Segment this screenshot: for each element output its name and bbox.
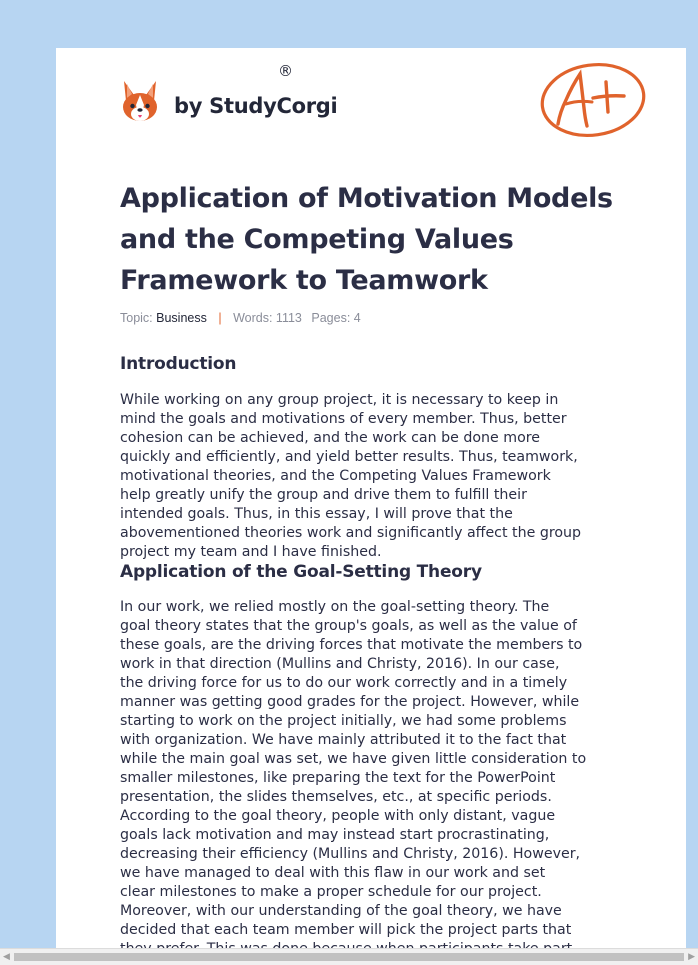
paragraph-line: motivational theories, and the Competing Values Framework [120, 468, 551, 484]
horizontal-scrollbar[interactable] [0, 948, 698, 965]
document-page [56, 48, 686, 964]
paragraph-line: decreasing their efficiency (Mullins and Christy, 2016). However, [120, 846, 581, 862]
topic-link[interactable]: Business [156, 311, 207, 325]
paragraph-line: with organization. We have mainly attributed it to the fact that [120, 732, 567, 748]
page-count: Pages: 4 [311, 311, 361, 325]
brand-name: by StudyCorgi [174, 94, 338, 118]
paragraph-line: mind the goals and motivations of every member. Thus, better [120, 411, 567, 427]
paragraph-line: manner was getting good grades for the project. However, while [120, 694, 580, 710]
introduction-paragraph [120, 391, 634, 562]
paragraph-line: goals lack motivation and may instead start procrastinating, [120, 827, 550, 843]
paragraph-line: cohesion can be achieved, and the work can be done more [120, 430, 541, 446]
a-plus-grade-badge [538, 60, 648, 140]
paragraph-line: goal theory states that the group's goals, as well as the value of [120, 618, 577, 634]
scroll-left-icon[interactable]: ◀ [3, 952, 10, 962]
paragraph-line: the driving force for us to do our work correctly and in a timely [120, 675, 568, 691]
title-line: Application of Motivation Models [120, 183, 613, 214]
document-title [120, 178, 640, 301]
paragraph-line: decided that each team member will pick the project parts that [120, 922, 572, 938]
section-heading-goal-setting: Application of the Goal-Setting Theory [120, 562, 482, 582]
registered-mark: ® [278, 62, 293, 80]
goal-setting-paragraph [120, 598, 634, 959]
paragraph-line: project my team and I have finished. [120, 544, 382, 560]
meta-separator: | [218, 311, 222, 325]
paragraph-line: clear milestones to make a proper schedule for our project. [120, 884, 542, 900]
paragraph-line: quickly and efficiently, and yield better results. Thus, teamwork, [120, 449, 578, 465]
paragraph-line: Moreover, with our understanding of the goal theory, we have [120, 903, 562, 919]
scroll-right-icon[interactable]: ▶ [688, 952, 695, 962]
scrollbar-thumb[interactable] [14, 953, 684, 961]
section-heading-introduction: Introduction [120, 354, 237, 374]
paragraph-line: In our work, we relied mostly on the goal-setting theory. The [120, 599, 550, 615]
corgi-icon [120, 79, 160, 123]
paragraph-line: While working on any group project, it is necessary to keep in [120, 392, 559, 408]
paragraph-line: these goals, are the driving forces that motivate the members to [120, 637, 583, 653]
paragraph-line: while the main goal was set, we have given little consideration to [120, 751, 587, 767]
paragraph-line: smaller milestones, like preparing the text for the PowerPoint [120, 770, 556, 786]
paragraph-line: intended goals. Thus, in this essay, I will prove that the [120, 506, 513, 522]
paragraph-line: work in that direction (Mullins and Christy, 2016). In our case, [120, 656, 560, 672]
studycorgi-logo[interactable] [120, 76, 337, 126]
word-count: Words: 1113 [233, 311, 302, 325]
topic-label: Topic: [120, 311, 153, 325]
title-line: Framework to Teamwork [120, 265, 488, 296]
paragraph-line: presentation, the slides themselves, etc., at specific periods. [120, 789, 552, 805]
paragraph-line: starting to work on the project initially, we had some problems [120, 713, 567, 729]
document-meta [120, 311, 361, 325]
paragraph-line: abovementioned theories work and significantly affect the group [120, 525, 582, 541]
paragraph-line: help greatly unify the group and drive them to fulfill their [120, 487, 527, 503]
paragraph-line: According to the goal theory, people with only distant, vague [120, 808, 556, 824]
paragraph-line: we have managed to deal with this flaw in our work and set [120, 865, 546, 881]
title-line: and the Competing Values [120, 224, 514, 255]
